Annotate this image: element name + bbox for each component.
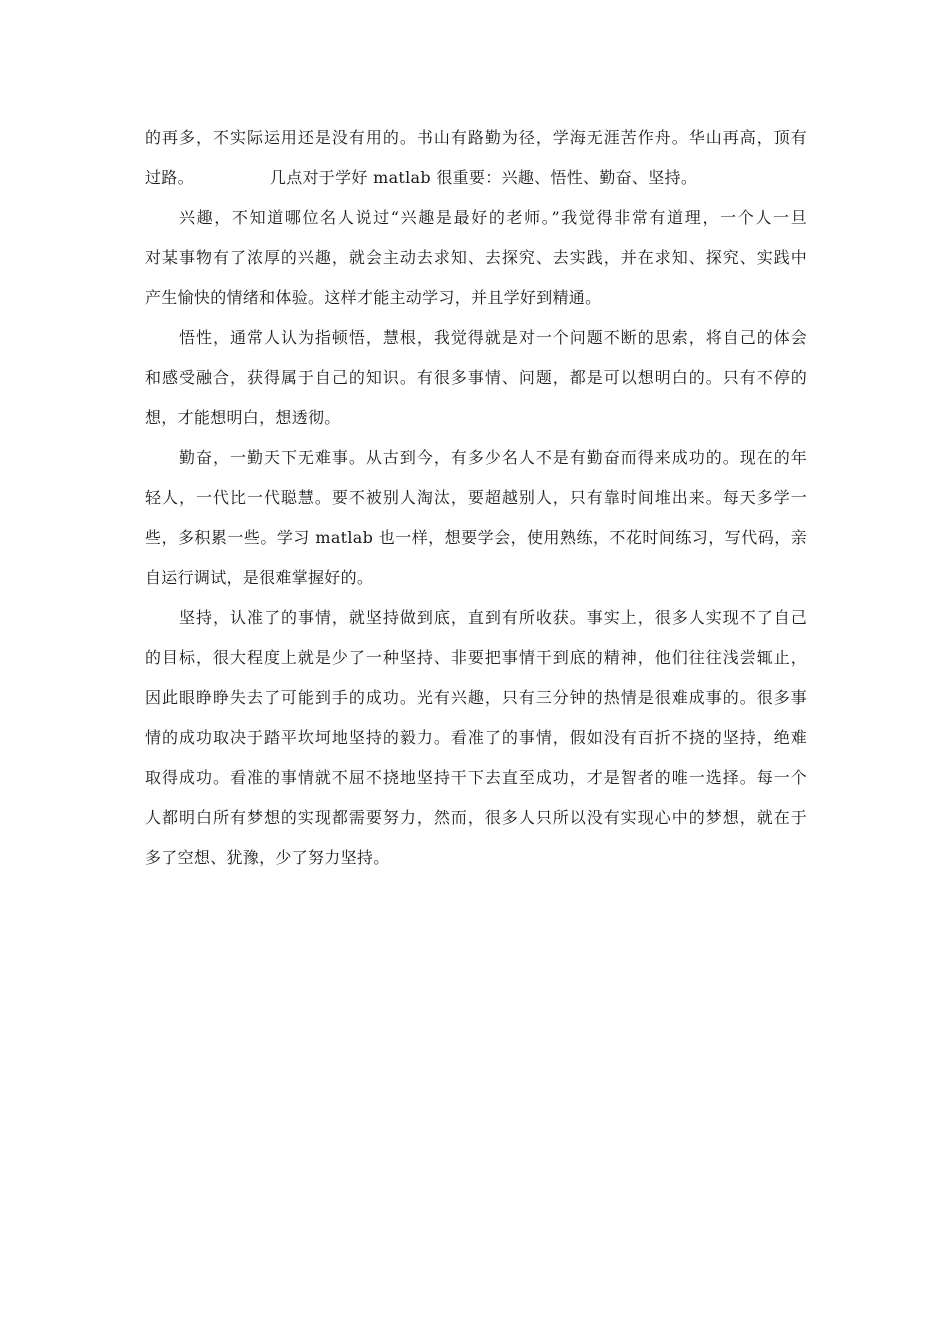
text-line: 取得成功。看准的事情就不屈不挠地坚持干下去直至成功，才是智者的唯一选择。每一个	[145, 768, 807, 787]
text-line: 轻人，一代比一代聪慧。要不被别人淘汰，要超越别人，只有靠时间堆出来。每天多学一	[145, 488, 807, 507]
text-fragment: 过路。	[145, 168, 194, 187]
paragraph-start-line: 坚持，认准了的事情，就坚持做到底，直到有所收获。事实上，很多人实现不了自己	[179, 608, 807, 627]
text-line: 的目标，很大程度上就是少了一种坚持、非要把事情干到底的精神，他们往往浅尝辄止，	[145, 648, 807, 667]
text-line: 因此眼睁睁失去了可能到手的成功。光有兴趣，只有三分钟的热情是很难成事的。很多事	[145, 688, 807, 707]
paragraph-start-line: 悟性，通常人认为指顿悟，慧根，我觉得就是对一个问题不断的思索，将自己的体会	[179, 328, 807, 347]
text-line: 情的成功取决于踏平坎坷地坚持的毅力。看准了的事情，假如没有百折不挠的坚持，绝难	[145, 728, 807, 747]
text-line: 自运行调试，是很难掌握好的。	[145, 568, 374, 587]
text-line: 些，多积累一些。学习 matlab 也一样，想要学会，使用熟练，不花时间练习，写代码，亲	[145, 528, 807, 547]
paragraph-start-line: 兴趣，不知道哪位名人说过“兴趣是最好的老师。”我觉得非常有道理，一个人一旦	[179, 208, 807, 227]
text-line: 对某事物有了浓厚的兴趣，就会主动去求知、去探究、去实践，并在求知、探究、实践中	[145, 248, 807, 267]
text-line: 的再多，不实际运用还是没有用的。书山有路勤为径，学海无涯苦作舟。华山再高，顶有	[145, 128, 807, 147]
text-line: 产生愉快的情绪和体验。这样才能主动学习，并且学好到精通。	[145, 288, 602, 307]
document-body	[145, 118, 807, 878]
text-line: 想，才能想明白，想透彻。	[145, 408, 341, 427]
text-line	[145, 158, 807, 198]
text-line: 人都明白所有梦想的实现都需要努力，然而，很多人只所以没有实现心中的梦想，就在于	[145, 808, 807, 827]
text-line: 和感受融合，获得属于自己的知识。有很多事情、问题，都是可以想明白的。只有不停的	[145, 368, 807, 387]
text-fragment: 几点对于学好 matlab 很重要：兴趣、悟性、勤奋、坚持。	[269, 168, 698, 187]
paragraph-start-line: 勤奋，一勤天下无难事。从古到今，有多少名人不是有勤奋而得来成功的。现在的年	[179, 448, 807, 467]
text-line: 多了空想、犹豫，少了努力坚持。	[145, 848, 390, 867]
